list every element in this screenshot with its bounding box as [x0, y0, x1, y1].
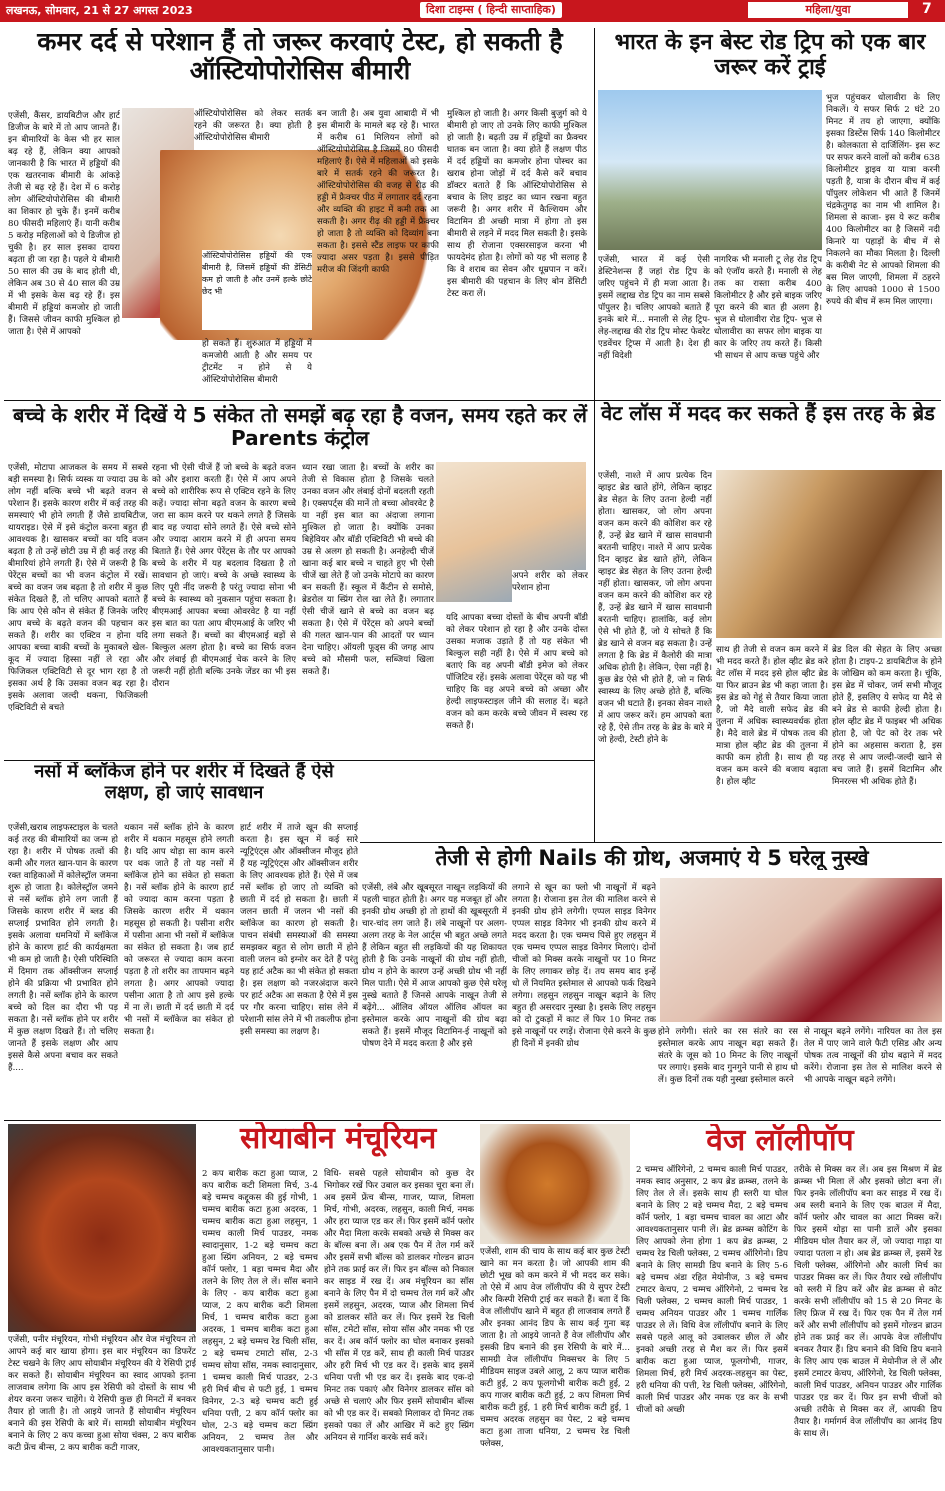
child-col-2: रहना भी ऐसी चीजें हैं जो बच्चे के बढ़ते वजन को और इशारा करती हैं। ऐसे में आप अपने बच्चे को शारीरिक रूप से एक्टिव रहने के लिए कहें। ज्यादा सोना बढ़ते वजन के कारण बच्चे जरा सा काम करने पर थकने लगते हैं जिसके बाद वह ज्यादा सोने लगते हैं। ऐसे बच्चे सोने और ज्यादा आराम करने में ही अपना समय बिताते हैं। ऐसे अगर पेरेंट्स के तौर पर आपको बच्चे के शरीर में यह बदलाव दिखता है तो सावधान हो जाएं। बच्चे के अच्छे स्वास्थ्य के लिए पूरी नींद जरूरी है परंतु ज्यादा सोना भी बच्चे के स्वास्थ्य को नुकसान पहुंचा सकता है। बीएमआई आपका बच्चा ओवरवेट है या नहीं इस बात का पता आप बीएमआई के जरिए भी लगा सकते हैं। बच्चों का बीएमआई बड़ों से बिल्कुल अलग होता है। बच्चे का सिर्फ वजन और लंबाई ही बीएमआई चेक करने के लिए जरूरी नहीं होती बल्कि उनके जेंडर का भी इस दौरान [152, 463, 296, 689]
bread-col-2: साथ ही तेजी से वजन कम करने में भी मदद करते हैं। होल व्हीट ब्रेड करे वेट लॉस में मदद इसे होल व्हीट ब्रेड या फिर ब्राउन ब्रेड भी कहा जाता है। इस ब्रेड को गेहूं से तैयार किया जाता है, जो मैदे वाली सफेद ब्रेड की तुलना में अधिक स्वास्थ्यवर्धक होता है। मैदे वाले ब्रेड में पोषक तत्व की मात्रा होल व्हीट ब्रेड की तुलना में काफी कम होती है। साथ ही यह वजन कम करने की बजाय बढ़ाता है। होल व्हीट [716, 645, 828, 787]
osteo-headline: कमर दर्द से परेशान हैं तो जरूर करवाएं टेस्ट, हो सकती है ऑस्टियोपोरोसिस बीमारी [37, 28, 563, 85]
osteo-img-caption: ऑस्टियोपोरोसिस हड्डियों की एक बीमारी है, जिसमें हड्डियों की डेंसिटी कम हो जाती है और उनमें हल्के छोटे छेद भी [202, 250, 312, 330]
bread-col-3: ब्रेड दिल की सेहत के लिए अच्छा होता है। टाइप-2 डायबिटीज के होने के जोखिम को कम करता है। चूंकि, इस ब्रेड में चोकर, जर्म सभी मौजूद होते हैं, इसलिए ये सफेद या मैदे से बने ब्रेड से काफी हेल्दी होता है। होल व्हीट ब्रेड में फाइबर भी अधिक होता है, जो पेट को देर तक भरे होने का अहसास कराता है, इस तरह से आप जल्दी-जल्दी खाने से बच जाते हैं। इसमें विटामिन और मिनरल्स भी अधिक होते हैं। [832, 645, 942, 787]
lollipop-col-1: एजेंसी, शाम की चाय के साथ कई बार कुछ टेस्टी खाने का मन करता है। जो आपकी शाम की छोटी भूख को कम करने में भी मदद कर सके। तो ऐसे में आप वेज लॉलीपॉप की ये सुपर टेस्टी और किस्पी रेसिपी ट्राई कर सकते हैं। बता दें कि वेज लॉलीपॉप खाने में बहुत ही लाजवाब लगते हैं और इनका आनंद डिप के साथ कई गुना बढ़ जाता है। तो आइये जानते हैं वेज लॉलीपॉप और इसकी डिप बनाने की इस रेसिपी के बारे में... सामग्री वेज लॉलीपॉप मिक्सचर के लिए 5 मीडियम साइज उबले आलू, 2 कप प्याज बारीक कटी हुई, 2 कप फूलगोभी बारीक कटी हुई, 2 कप गाजर बारीक कटी हुई, 2 कप शिमला मिर्च बारीक कटी हुई, 1 हरी मिर्च बारीक कटी हुई, 1 चम्मच अदरक लहसुन का पेस्ट, 2 बड़े चम्मच कटा हुआ ताजा धनिया, 2 चम्मच रेड चिली फ्लेक्स, [480, 1247, 630, 1449]
divider-3 [594, 400, 595, 842]
divider-4 [4, 760, 594, 761]
lollipop-headline: वेज लॉलीपॉप [706, 1124, 854, 1158]
roadtrip-photo [598, 90, 822, 250]
lollipop-col-2: 2 चम्मच ऑरिगेनो, 2 चम्मच काली मिर्च पाउडर, नमक स्वाद अनुसार, 2 कप ब्रेड क्रम्ब्स, तलने के लिए तेल ले लें। इसके साथ ही स्लरी या घोल बनाने के लिए 2 बड़े चम्मच मैदा, 2 बड़े चम्मच कॉर्न फ्लोर, 1 बड़ा चम्मच चावल का आटा और आवश्यकतानुसार पानी लें। ब्रेड क्रम्ब्स कोटिंग के लिए आपको लेना होगा 1 कप ब्रेड क्रम्ब्स, 2 चम्मच रेड चिली फ्लेक्स, 2 चम्मच ऑरिगेनो। डिप बनाने के लिए सामग्री डिप बनाने के लिए 5-6 बड़े चम्मच अंडा रहित मेयोनीज, 3 बड़े चम्मच टमाटर केचप, 2 चम्मच ऑरिगेनो, 2 चम्मच रेड चिली फ्लेक्स, 2 चम्मच काली मिर्च पाउडर, 1 चम्मच अनियन पाउडर और 1 चम्मच गार्लिक पाउडर ले लें। विधि वेज लॉलीपॉप बनाने के लिए सबसे पहले आलू को उबालकर छील लें और इनको अच्छी तरह से मैश कर लें। फिर इसमें बारीक कटा हुआ प्याज, फूलगोभी, गाजर, शिमला मिर्च, हरी मिर्च अदरक-लहसुन का पेस्ट, हरी धनिया की पत्ती, रेड चिली फ्लेक्स, ऑरिगेनो, काली मिर्च पाउडर और नमक एड कर के सभी चीजों को अच्छी [636, 1165, 788, 1415]
bread-photo [716, 470, 942, 638]
divider-1 [4, 400, 941, 401]
child-col-3: ध्यान रखा जाता है। बच्चों के शरीर का तेजी से विकास होता है जिसके चलते उनका वजन और लंबाई दोनों बदलती रहती है। एक्सपर्ट्स की मानें तो बच्चा ओवरवेट है या नहीं इस बात का अंदाजा लगाना मुश्किल हो जाता है। क्योंकि उनका बिहेवियर और बॉडी एक्टिविटी भी बच्चे की उम्र से अलग हो सकती है। अनहेल्दी चीजें खाना कई बार बच्चे न चाहते हुए भी ऐसी चीजें खा लेते हैं जो उनके मोटापे का कारण बन सकती हैं। स्कूल में कैंटीन से समोसे, ब्रेडरोल या स्प्रिंग रोल खा लेते हैं। लगातार ऐसी चीजें खाने से बच्चे का वजन बढ़ सकता है। ऐसे में पेरेंट्स को अपने बच्चों की गलत खान-पान की आदतों पर ध्यान देना चाहिए। ऑयली फूड्स की जगह आप बच्चे को मौसमी फल, सब्जियां खिला सकते हैं। [302, 463, 434, 677]
bread-col-1: एजेंसी, नाश्ते में आप प्रत्येक दिन व्हाइट ब्रेड खाते होंगे, लेकिन व्हाइट ब्रेड सेहत के लिए उतना हेल्दी नहीं होता। खासकर, जो लोग अपना वजन कम करने की कोशिश कर रहे हैं, उन्हें ब्रेड खाने में खास सावधानी बरतनी चाहिए। नाश्ते में आप प्रत्येक दिन व्हाइट ब्रेड खाते होंगे, लेकिन व्हाइट ब्रेड सेहत के लिए उतना हेल्दी नहीं होता। खासकर, जो लोग अपना वजन कम करने की कोशिश कर रहे हैं, उन्हें ब्रेड खाने में खास सावधानी बरतनी चाहिए। हालांकि, कई लोग ऐसे भी होते हैं, जो ये सोचते हैं कि ब्रेड खाने से वजन बढ़ सकता है। उन्हें लगता है कि ब्रेड में कैलोरी की मात्रा अधिक होती है। लेकिन, ऐसा नहीं है। कुछ ब्रेड ऐसे भी होते हैं, जो न सिर्फ स्वास्थ्य के लिए अच्छे होते हैं, बल्कि वजन भी घटाते हैं। इनका सेवन नाश्ते में आप जरूर करें। हम आपको बता रहे हैं, ऐसे तीन तरह के ब्रेड के बारे में जो हेल्दी, टेस्टी होने के [598, 471, 712, 745]
nails-col-1: एजेंसी, लंबे और खूबसूरत नाखून लड़कियों की पहली चाहत होती है। अगर यह मजबूत हों और इनकी ग्रोथ अच्छी हो तो हाथों की खूबसूरती में चार-चांद लग जाते हैं। लंबे नाखूनों पर अलग-अलग तरह के नेल आर्ट्स भी बहुत अच्छे लगते हैं लेकिन बहुत सी लड़कियों की यह शिकायत होती है कि उनके नाखूनों की ग्रोथ नहीं होती, ग्रोथ न होने के कारण उन्हें अच्छी ग्रोथ भी नहीं मिल पाती। ऐसे में आज आपको कुछ ऐसे घरेलू नुस्खे बताते हैं जिनसे आपके नाखून तेजी से बढ़ेंगे... ऑलिव ऑयल ऑलिव ऑयल का इस्तेमाल करके आप नाखूनों की ग्रोथ बढ़ा सकते हैं। इसमें मौजूद विटामिन-ई नाखूनों को पोषण देने में मदद करता है और इसे [362, 883, 507, 1049]
section-name: महिला/युवा [748, 2, 908, 18]
page-number: 7 [922, 1, 932, 17]
veins-col-2: थकान नसें ब्लॉक होने के कारण शरीर में थकान महसूस होने लगती है। यदि आप थोड़ा सा काम करने पर थक जाते हैं तो यह नसों में ब्लॉकेज होने का संकेत हो सकता है। नसें ब्लॉक होने के कारण हार्ट को ज्यादा काम करना पड़ता है जिसके कारण शरीर में थकान महसूस हो सकती है। पसीना शरीर में पसीना आना भी नसों में ब्लॉकेज का संकेत हो सकता है। जब हार्ट को जरूरत से ज्यादा काम करना पड़ता है तो शरीर का तापमान बढ़ने लगता है। अगर आपको ज्यादा पसीना आता है तो आप इसे हल्के में ना लें। छाती में दर्द छाती में दर्द भी नसों में ब्लॉकेज का संकेत हो सकता है। [124, 823, 234, 1037]
divider-5 [360, 842, 942, 843]
soya-dish-photo [8, 1124, 196, 1332]
nails-col-3: होने लगेगी। संतरे का रस संतरे का रस इस्तेमाल करके आप नाखून बढ़ा सकते हैं। संतरे के जूस को 10 मिनट के लिए नाखूनों पर लगाएं। इसके बाद गुनगुने पानी से हाथ धो लें। कुछ दिनों तक यही नुस्खा इस्तेमाल करने [658, 1027, 798, 1085]
nails-headline: तेजी से होगी Nails की ग्रोथ, अजमाएं ये 5 घरेलू नुस्खे [435, 846, 869, 870]
bread-headline: वेट लॉस में मदद कर सकते हैं इस तरह के ब्रेड [601, 402, 935, 425]
nails-col-4: से नाखून बढ़ने लगेंगे। नारियल का तेल इस तेल में पाए जाने वाले फैटी एसिड और अन्य पोषक तत्व नाखूनों की ग्रोथ बढ़ाने में मदद करेंगे। रोजाना इस तेल से मालिश करने से भी आपके नाखून बढ़ने लगेंगे। [804, 1027, 942, 1085]
soya-col-2: 2 कप बारीक कटा हुआ प्याज, 2 कप बारीक कटी शिमला मिर्च, 3-4 बड़े चम्मच कद्दूकस की हुई गोभी, 1 चम्मच बारीक कटा हुआ अदरक, 1 चम्मच बारीक कटा हुआ लहसुन, 1 चम्मच काली मिर्च पाउडर, नमक स्वादानुसार, 1-2 बड़े चम्मच कटा हुआ स्प्रिंग अनियन, 2 बड़े चम्मच कॉर्न फ्लोर, 1 बड़ा चम्मच मैदा और तलने के लिए तेल ले लें। सॉस बनाने के लिए - कप बारीक कटा हुआ प्याज, 2 कप बारीक कटी शिमला मिर्च, 1 चम्मच बारीक कटा हुआ अदरक, 1 चम्मच बारीक कटा हुआ लहसुन, 2 बड़े चम्मच रेड चिली सॉस, 2 बड़े चम्मच टमाटो सॉस, 2-3 चम्मच सोया सॉस, नमक स्वादानुसार, 1 चम्मच काली मिर्च पाउडर, 2-3 हरी मिर्च बीच से फटी हुई, 1 चम्मच विनेगर, 2-3 बड़े चम्मच कटी हुई धनिया पत्ती, 2 कप कॉर्न फ्लोर का घोल, 2-3 बड़े चम्मच कटा स्प्रिंग अनियन, 2 चम्मच तेल और आवश्यकतानुसार पानी। [202, 1169, 318, 1455]
veins-headline: नसों में ब्लॉकेज होने पर शरीर में दिखते हैं ऐसे लक्षण, हो जाएं सावधान [34, 762, 334, 803]
issue-date: लखनऊ, सोमवार, 21 से 27 अगस्त 2023 [6, 4, 193, 17]
roadtrip-headline: भारत के इन बेस्ट रोड ट्रिप को एक बार जरूर करें ट्राई [614, 30, 926, 81]
nails-col-2: लगाने से खून का फ्लो भी नाखूनों में बढ़ने लगता है। रोजाना इस तेल की मालिश करने से इनकी ग्रोथ होने लगेगी। एप्पल साइड विनेगर एप्पल साइड विनेगर भी इनकी ग्रोथ करने में मदद करता है। एक चम्मच पिसे हुए लहसुन में एक चम्मच एप्पल साइड विनेगर मिलाएं। दोनों चीजों को मिक्स करके नाखूनों पर 10 मिनट के लिए लगाकर छोड़ दें। तय समय बाद इन्हें धो लें नियमित इस्तेमाल से आपको फर्क दिखने लगेगा। लहसुन लहसुन नाखून बढ़ाने के लिए बहुत ही असरदार नुस्खा है। इसके लिए लहसुन को दो टुकड़ों में काट लें फिर 10 मिनट तक इसे नाखूनों पर रगड़ें। रोजाना ऐसे करने के कुछ ही दिनों में इनकी ग्रोथ [512, 883, 656, 1049]
divider-2 [594, 28, 595, 400]
lollipop-col-3: तरीके से मिक्स कर लें। अब इस मिश्रण में ब्रेड क्रम्ब्स भी मिला लें और इसको छोटा बना लें। फिर इनके लॉलीपॉप बना कर साइड में रख दें। अब स्लरी बनाने के लिए एक बाउल में मैदा, कॉर्न फ्लोर और चावल का आटा मिक्स करें। फिर इसमें थोड़ा सा पानी डालें और इसका मीडियम घोल तैयार कर लें, जो ज्यादा गाढ़ा या ज्यादा पतला न हो। अब ब्रेड क्रम्ब्स लें, इसमें रेड चिली फ्लेक्स, ऑरिगेनो और काली मिर्च का पाउडर मिक्स कर लें। फिर तैयार रखे लॉलीपॉप को स्लरी में डिप करें और ब्रेड क्रम्ब्स से कोट करके सभी लॉलीपॉप को 15 से 20 मिनट के लिए फ्रिज में रख दें। फिर एक पैन में तेल गर्म करें और सभी लॉलीपॉप को इसमें गोल्डन ब्राउन होने तक फ्राई कर लें। आपके वेज लॉलीपॉप बनकर तैयार हैं। डिप बनाने की विधि डिप बनाने के लिए आप एक बाउल में मेयोनीज ले लें और इसमें टमाटर केचप, ऑरिगेनो, रेड चिली फ्लेक्स, काली मिर्च पाउडर, अनियन पाउडर और गार्लिक पाउडर एड कर दें। फिर इन सभी चीजों को अच्छी तरीके से मिक्स कर लें, आपकी डिप तैयार है। गर्मागर्म वेज लॉलीपॉप का आनंद डिप के साथ लें। [794, 1165, 942, 1439]
veins-col-1: एजेंसी,खराब लाइफस्टाइल के चलते कई तरह की बीमारियों का जन्म हो रहा है। शरीर में पोषक तत्वों की कमी और गलत खान-पान के कारण रक्त वाहिकाओं में कोलेस्ट्रॉल जमना शुरू हो जाता है। कोलेस्ट्रॉल जमने से नसें ब्लॉक होने लग जाती हैं जिसके कारण शरीर में ब्लड की सप्लाई प्रभावित होने लगती है। इसके अलावा धमनियों में ब्लॉकेज होने के कारण हार्ट की कार्यक्षमता भी कम हो जाती है। ऐसी परिस्थिति में दिमाग तक ऑक्सीजन सप्लाई होने की प्रक्रिया भी प्रभावित होने लगती है। नसें ब्लॉक होने के कारण बच्चे को दिल का दौरा भी पड़ सकता है। नसें ब्लॉक होने पर शरीर में कुछ लक्षण दिखते हैं। तो चलिए जानते हैं इसके लक्षण और आप इससे कैसे अपना बचाव कर सकते हैं.... [8, 823, 118, 1073]
lollipop-photo [480, 1124, 630, 1244]
nails-photo [660, 878, 942, 1022]
masthead-bar [0, 0, 945, 22]
osteo-col-4: मुश्किल हो जाती है। अगर किसी बुजुर्ग को ये बीमारी हो जाए तो उनके लिए काफी मुश्किल हो जाती है। बढ़ती उम्र में हड्डियों का फ्रैक्चर घातक बन जाता है। क्या होते हैं लक्षण पीठ में दर्द हड्डियों का कमजोर होना पोस्चर का खराब होना जोड़ों में दर्द कैसे करें बचाव डॉक्टर बताते हैं कि ऑस्टियोपोरोसिस से बचाव के लिए डाइट का ध्यान रखना बहुत जरूरी है। अगर शरीर में कैल्शियम और विटामिन डी अच्छी मात्रा में होगा तो इस बीमारी से लड़ने में मदद मिल सकती है। इसके साथ ही रोजाना एक्सरसाइज करना भी फायदेमंद होता है। लोगों को यह भी सलाह है कि वे शराब का सेवन और धूम्रपान न करें। इस बीमारी की पहचान के लिए बोन डेंसिटी टेस्ट करा लें। [447, 109, 587, 299]
osteo-col-3: बन जाती है। अब युवा आबादी में भी इस बीमारी के मामले बढ़ रहे हैं। भारत में करीब 61 मिलियन लोगों को ऑस्टियोपोरोसिस है जिसमें 80 फीसदी महिलाएं हैं। ऐसे में महिलाओं को इसके बारे में सतर्क रहने की जरूरत है। ऑस्टियोपोरोसिस की वजह से रीढ़ की हड्डी में फ्रैक्चर पीठ में लगातार दर्द रहना और व्यक्ति की हाइट में कमी तक आ सकती है। अगर रीढ़ की हड्डी में फ्रैक्चर हो जाता है तो व्यक्ति को दिव्यांग बना सकता है। इससे स्टैंड लाइफ पर काफी ज्यादा असर पड़ता है। इससे पीड़ित मरीज की जिंदगी काफी [317, 109, 439, 275]
roadtrip-col-1: एजेंसी, भारत में कई ऐसी डेस्टिनेशन्स हैं जहां रोड ट्रिप के जरिए पहुंचने में ही मजा आता है। इसमें लद्दाख रोड ट्रिप का नाम सबसे पॉपुलर है। चलिए आपको बताते हैं इनके बारे में... मनाली से लेह ट्रिप- लेह-लद्दाख की रोड ट्रिप मोस्ट फेवरेट एडवेंचर ट्रिप्स में आती है। देश ही नहीं विदेशी [598, 255, 710, 361]
soya-headline: सोयाबीन मंचूरियन [240, 1122, 437, 1156]
osteo-col-2: ऑस्टियोपोरोसिस को लेकर सतर्क रहने की जरूरत है। क्या होती है ऑस्टियोपोरोसिस बीमारी [194, 108, 312, 163]
osteo-col-2b: हो सकते हैं। शुरुआत में हड्डियों में कमजोरी आती है और समय पर ट्रीटमेंट न होने से ये ऑस्टियोपोरोसिस बीमारी [202, 339, 312, 385]
child-col-4: यदि आपका बच्चा दोस्तों के बीच अपनी बॉडी को लेकर परेशान हो रहा है और उनके दोस्त उसका मजाक उड़ाते हैं तो यह संकेत भी बिल्कुल सही नहीं है। ऐसे में आप बच्चे को बताएं कि वह अपनी बॉडी इमेज को लेकर पॉजिटिव रहें। इसके अलावा पेरेंट्स को यह भी चाहिए कि वह अपने बच्चे को अच्छा और हेल्दी लाइफस्टाइल जीने की सलाह दें। बढ़ते वजन को कम करके बच्चे जीवन में स्वस्थ रह सकते हैं। [446, 613, 588, 731]
child-img-caption: अपने शरीर को लेकर परेशान होना [512, 570, 588, 610]
paper-name: दिशा टाइम्स ( हिन्दी साप्ताहिक) [420, 2, 562, 18]
roadtrip-col-3: भुज पहुंचकर धोलावीरा के लिए निकलें। ये सफर सिर्फ 2 घंटे 20 मिनट में तय हो जाएगा, क्योंकि इसका डिस्टेंस सिर्फ 140 किलोमीटर है। कोलकाता से दार्जिलिंग- इस रूट पर सफर करने वालों को करीब 638 किलोमीटर ड्राइव या यात्रा करनी पड़ती है, यात्रा के दौरान बीच में कई पॉपुलर लोकेशन भी आते हैं जिनमें चंद्रकेतुगढ़ का नाम भी शामिल है। शिमला से काजा- इस ये रूट करीब 400 किलोमीटर का है जिसमें नदी किनारे या पहाड़ों के बीच में से निकलने का मौका मिलता है। दिल्ली के करीबी नेट से आपको शिमला की बस मिल जाएगी, शिमला में ठहरने के लिए आपको 1000 से 1500 रुपये की बीच में रूम मिल जाएगा। [826, 93, 940, 307]
child-col-1: एजेंसी, मोटापा आजकल के समय में सबसे बड़ी समस्या है। सिर्फ व्यस्क या ज्यादा उम्र के लोग नहीं बल्कि बच्चे भी बढ़ते वजन से परेशान हैं। इसके कारण शरीर में कई तरह की समस्याएं भी होने लगती हैं जैसे डायबिटीज, थायराइड। ऐसे में इसे कंट्रोल करना बहुत ही आवश्यक है। खासकर बच्चों का यदि वजन बढ़ता है तो उन्हें छोटी उम्र में ही कई तरह की बीमारियां होने लगती हैं। ऐसे में जरूरी है कि पेरेंट्स बच्चों का भी वजन कंट्रोल में रखें। बच्चे का वजन जब बढ़ता है तो शरीर में कुछ संकेत दिखते हैं, तो चलिए आपको बताते हैं कि आप ऐसे कौन से संकेत हैं जिनके जरिए आप बच्चे के बढ़ते वजन की पहचान कर सकते हैं। शरीर का एक्टिव न होना यदि आपका बच्चा बाकी बच्चों के मुकाबले खेल-कूद में ज्यादा हिस्सा नहीं ले रहा और फिजिकल एक्टिविटी से दूर भाग रहा है तो इसका अर्थ है कि उसका वजन बढ़ रहा है। इसके अलावा जल्दी थकना, फिजिकली एक्टिविटी से बचते [8, 463, 148, 713]
roadtrip-col-2: नागरिक भी मनाली टू लेह रोड ट्रिप को एंजॉय करते हैं। मनाली से लेह तक का रास्ता करीब 400 किलोमीटर है और इसे बाइक जरिए पूरा करने की बात ही अलग है। भुज से धोलावीरा रोड ट्रिप- भुज से धोलावीरा का सफर लोग बाइक या कार के जरिए तय करते हैं। किसी भी साधन से आप कच्छ पहुंचे और [714, 255, 822, 361]
divider-6 [4, 1120, 941, 1121]
soya-col-1: एजेंसी, पनीर मंचूरियन, गोभी मंचूरियन और वेज मंचूरियन तो आपने कई बार खाया होगा। इस बार मंचूरियन का डिफरेंट टेस्ट चखने के लिए आप सोयाबीन मंचूरियन की ये रेसिपी ट्राई कर सकते हैं। सोयाबीन मंचूरियन का स्वाद आपको इतना लाजवाब लगेगा कि आप इस रेसिपी को दोस्तों के साथ भी शेयर करना जरूर चाहेंगे। ये रेसिपी कुछ ही मिनटों में बनकर तैयार हो जाती है। तो आइये जानते हैं सोयाबीन मंचूरियन बनाने की इस रेसिपी के बारे में। सामग्री सोयाबीन मंचूरियन बनाने के लिए 2 कप कच्चा हुआ सोया चंक्स, 2 कप बारीक कटी फ्रेंच बीन्स, 2 कप बारीक कटी गाजर, [8, 1335, 196, 1453]
child-weight-headline: बच्चे के शरीर में दिखें ये 5 संकेत तो समझें बढ़ रहा है वजन, समय रहते कर लें Parents कंट्रोल [13, 404, 587, 450]
veins-col-3: हार्ट शरीर में ताजे खून की सप्लाई करता है। इस खून में कई सारे न्यूट्रिएंट्स और ऑक्सीजन मौजूद होते हैं यह न्यूट्रिएंट्स और ऑक्सीजन शरीर के लिए आवश्यक होते हैं। ऐसे में जब नसें ब्लॉक हो जाए तो व्यक्ति को छाती में दर्द हो सकता है। छाती में जलन छाती में जलन भी नसों की ब्लॉकेज का कारण हो सकती है। पाचन संबंधी समस्याओं की समस्या समझकर बहुत से लोग छाती में होने वाली जलन को इग्नोर कर देते हैं परंतु यह हार्ट अटैक का भी संकेत हो सकता है। इस लक्षण को नजरअंदाज करने पर हार्ट अटैक आ सकता है ऐसे में इस पर गौर करना चाहिए। सांस लेने में परेशानी सांस लेने में भी तकलीफ होना इसी समस्या का लक्षण है। [240, 823, 358, 1037]
osteo-col-1: एजेंसी, कैंसर, डायबिटीज और हार्ट डिजीज के बारे में तो आप जानते हैं। इन बीमारियों के केस भी हर साल बढ़ रहे हैं, लेकिन क्या आपको जानकारी है कि भारत में हड्डियों की एक खतरनाक बीमारी के आंकड़े तेजी से बढ़ रहे हैं। देश में 6 करोड़ लोग ऑस्टियोपोरोसिस की बीमारी का शिकार हो चुके हैं। इनमें करीब 80 फीसदी महिलाएं हैं। यानी करीब 5 करोड़ महिलाओं को ये डिजीज हो चुकी है। हर साल इसका दायरा बढ़ता ही जा रहा है। पहले ये बीमारी 50 साल की उम्र के बाद होती थी, लेकिन अब 30 से 40 साल की उम्र में भी इसके केस बढ़ रहे हैं। इस बीमारी में हड्डियां कमजोर हो जाती हैं। जिससे जीवन काफी मुश्किल हो जाता है। ऐसे में आपको [8, 111, 120, 337]
soya-col-3: विधि- सबसे पहले सोयाबीन को कुछ देर भिगोकर रखें फिर उबाल कर इसका चूरा बना लें। अब इसमें फ्रेंच बीन्स, गाजर, प्याज, शिमला मिर्च, गोभी, अदरक, लहसुन, काली मिर्च, नमक और हरा प्याज एड कर लें। फिर इसमें कॉर्न फ्लोर और मैदा मिला करके सबको अच्छे से मिक्स कर के बॉल्स बना लें। अब एक पैन में तेल गर्म करें और इसमें सभी बॉल्स को डालकर गोल्डन ब्राउन होने तक फ्राई कर लें। फिर इन बॉल्स को निकाल कर साइड में रख दें। अब मंचूरियन का सॉस बनाने के लिए पैन में दो चम्मच तेल गर्म करें और इसमें लहसुन, अदरक, प्याज और शिमला मिर्च को डालकर सॉते कर लें। फिर इसमें रेड चिली सॉस, टमेटो सॉस, सोया सॉस और नमक भी एड कर दें। अब कॉर्न फ्लोर का घोल बनाकर इसको भी सॉस में एड करें, साथ ही काली मिर्च पाउडर और हरी मिर्च भी एड कर दें। इसके बाद इसमें धनिया पत्ती भी एड कर दें। इसके बाद एक-दो मिनट तक पकाएं और विनेगर डालकर सॉस को अच्छे से चलाएं और फिर इसमें सोयाबीन बॉल्स को भी एड कर दें। सबको मिलाकर दो मिनट तक इसको पका लें और आखिर में कटे हुए स्प्रिंग अनियन से गार्निश करके सर्व करें। [324, 1169, 474, 1443]
